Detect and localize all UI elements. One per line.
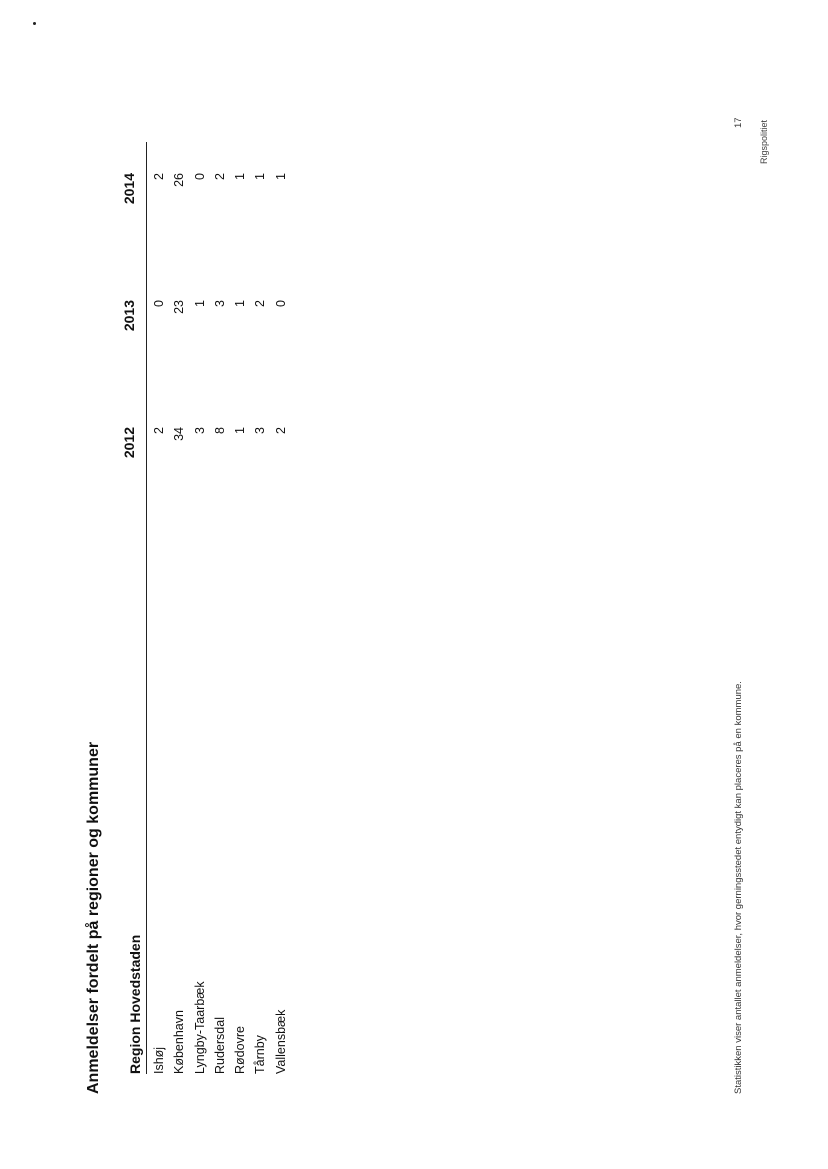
footnote: Statistikken viser antallet anmeldelser, hvor gerningsstedet entydigt kan placeres på en kommune. (733, 681, 744, 1094)
header-underline (146, 142, 147, 1074)
stray-dot-mark (33, 22, 36, 25)
municipality-name: Ishøj (152, 1046, 166, 1074)
value-2012: 3 (253, 427, 268, 434)
value-2014: 26 (172, 173, 187, 187)
table-row (190, 94, 210, 1094)
municipality-name: Lyngby-Taarbæk (192, 981, 207, 1074)
value-2012: 1 (233, 427, 248, 434)
value-2014: 1 (253, 173, 268, 180)
year-header-2012: 2012 (121, 427, 137, 459)
value-2013: 1 (233, 300, 248, 307)
value-2013: 1 (192, 300, 207, 307)
value-2012: 3 (192, 427, 207, 434)
value-2014: 1 (273, 173, 288, 180)
table-row (230, 94, 250, 1094)
municipality-name: København (172, 1010, 187, 1074)
value-2012: 8 (212, 427, 227, 434)
table-row (271, 94, 291, 1094)
table-row (149, 94, 169, 1094)
value-2014: 2 (212, 173, 227, 180)
value-2012: 34 (172, 427, 187, 441)
year-header-2013: 2013 (121, 300, 137, 332)
document-title: Anmeldelser fordelt på regioner og kommuner (85, 741, 102, 1094)
value-2013: 0 (273, 300, 288, 307)
table-row (210, 94, 230, 1094)
organization-name: Rigspolitiet (759, 119, 769, 164)
region-heading: Region Hovedstaden (127, 934, 143, 1074)
value-2014: 1 (233, 173, 248, 180)
value-2013: 23 (172, 300, 187, 314)
municipality-name: Rødovre (233, 1026, 248, 1074)
value-2014: 0 (192, 173, 207, 180)
value-2013: 3 (212, 300, 227, 307)
value-2012: 2 (152, 427, 166, 434)
table-row (169, 94, 189, 1094)
municipality-name: Tårnby (253, 1035, 268, 1074)
table-row (250, 94, 270, 1094)
value-2014: 2 (152, 173, 166, 180)
municipality-name: Vallensbæk (273, 1009, 288, 1074)
value-2013: 0 (152, 300, 166, 307)
page-number: 17 (733, 117, 744, 128)
rotated-page-content (85, 94, 785, 1094)
value-2013: 2 (253, 300, 268, 307)
value-2012: 2 (273, 427, 288, 434)
year-header-2014: 2014 (121, 173, 137, 205)
municipality-table (149, 94, 291, 1094)
municipality-name: Rudersdal (212, 1017, 227, 1074)
